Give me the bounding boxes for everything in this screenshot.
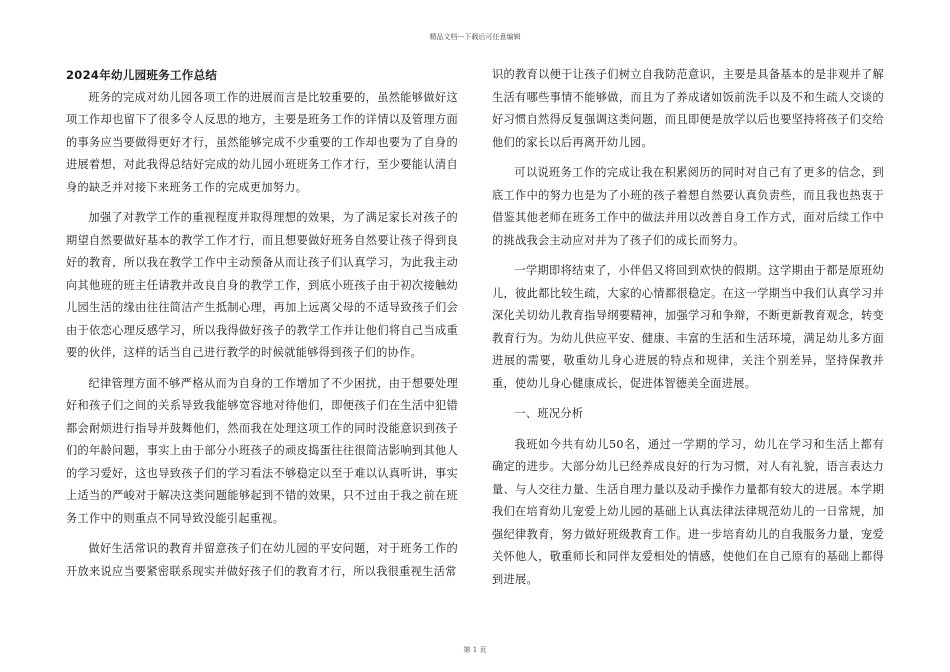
paragraph: 纪律管理方面不够严格从而为自身的工作增加了不少困扰，由于想要处理好和孩子们之间的关系导致我能够宽容地对待他们，即便孩子们在生活中犯错都会耐烦进行指导并鼓舞他们，然而我在处理这项工作的同时没能意识到孩子们的年龄问题，事实上由于部分小班孩子的顽皮捣蛋往往很简洁影响到其他人的学习爱好，这也导致孩子们的学习看法不够稳定以至于难以认真听讲，事实上适当的严峻对于解决这类问题能够起到不错的效果，只不过由于我之前在班务工作中的则重点不同导致没能引起重视。 [66, 376, 458, 525]
section-heading: 一、班况分析 [514, 407, 584, 420]
paragraph: 可以说班务工作的完成让我在积累阅历的同时对自己有了更多的信念，到底工作中的努力也是为了小班的孩子着想自然要认真负责些，而且我也热衷于借鉴其他老师在班务工作中的做法并用以改善自身工作方式，面对后续工作中的挑战我会主动应对并为了孩子们的成长而努力。 [492, 166, 884, 247]
right-column [492, 64, 884, 599]
document-title: 2024年幼儿园班务工作总结 [66, 68, 218, 82]
paragraph: 我班如今共有幼儿50名，通过一学期的学习，幼儿在学习和生活上都有确定的进步。大部分幼儿已经养成良好的行为习惯，对人有礼貌，语言表达力量、与人交往力量、生活自理力量以及动手操作力量都有较大的进展。本学期我们在培育幼儿宠爱上幼儿园的基础上认真法律法律规范幼儿的一日常规，加强纪律教育，努力做好班级教育工作。进一步培育幼儿的自我服务力量，宠爱关怀他人，敬重师长和同伴友爱相处的情感，使他们在自己原有的基础上都得到进展。 [492, 437, 884, 586]
page-number: 第 1 页 [463, 646, 487, 654]
paragraph-continuation: 识的教育以便于让孩子们树立自我防范意识，主要是具备基本的是非观并了解生活有哪些事情不能够做，而且为了养成诸如饭前洗手以及不和生疏人交谈的好习惯自然得反复强调这类问题，而且即便是放学以后也要坚持将孩子们交给他们的家长以后再离开幼儿园。 [492, 68, 884, 149]
page-header: 精品文档---下载后可任意编辑 [429, 33, 521, 41]
paragraph: 加强了对教学工作的重视程度并取得理想的效果，为了满足家长对孩子的期望自然要做好基本的教学工作才行，而且想要做好班务自然要让孩子得到良好的教育，所以我在教学工作中主动预备从而让孩子们认真学习，为此我主动向其他班的班主任请教并改良自身的教学工作，到底小班孩子由于初次接触幼儿园生活的缘由往往简洁产生抵制心理，再加上远离父母的不适导致孩子们会由于依恋心理反感学习，所以我得做好孩子的教学工作并让他们将自己当成重要的伙伴，这样的话当自己进行教学的时候就能够得到孩子们的协作。 [66, 211, 458, 359]
left-column [66, 64, 458, 591]
paragraph: 一学期即将结束了，小伴侣又将回到欢快的假期。这学期由于都是原班幼儿，彼此都比较生疏，大家的心情都很稳定。在这一学期当中我们认真学习并深化关切幼儿教育指导纲要精神，加强学习和争辩，不断更新教育观念，转变教育行为。为幼儿供应平安、健康、丰富的生活和生活环境，满足幼儿多方面进展的需要，敬重幼儿身心进展的特点和规律，关注个别差异，坚持保教并重，使幼儿身心健康成长，促进体智德美全面进展。 [492, 264, 884, 390]
paragraph: 做好生活常识的教育并留意孩子们在幼儿园的平安问题，对于班务工作的开放来说应当要紧密联系现实并做好孩子们的教育才行，所以我很重视生活常 [66, 542, 458, 578]
paragraph: 班务的完成对幼儿园各项工作的进展而言是比较重要的，虽然能够做好这项工作却也留下了很多令人反思的地方，主要是班务工作的详情以及管理方面的事务应当要做得更好才行，虽然能够完成不少重要的工作却也要为了自身的进展着想，对此我得总结好完成的幼儿园小班班务工作才行，至少要能认清自身的缺乏并对接下来班务工作的完成更加努力。 [66, 90, 458, 194]
